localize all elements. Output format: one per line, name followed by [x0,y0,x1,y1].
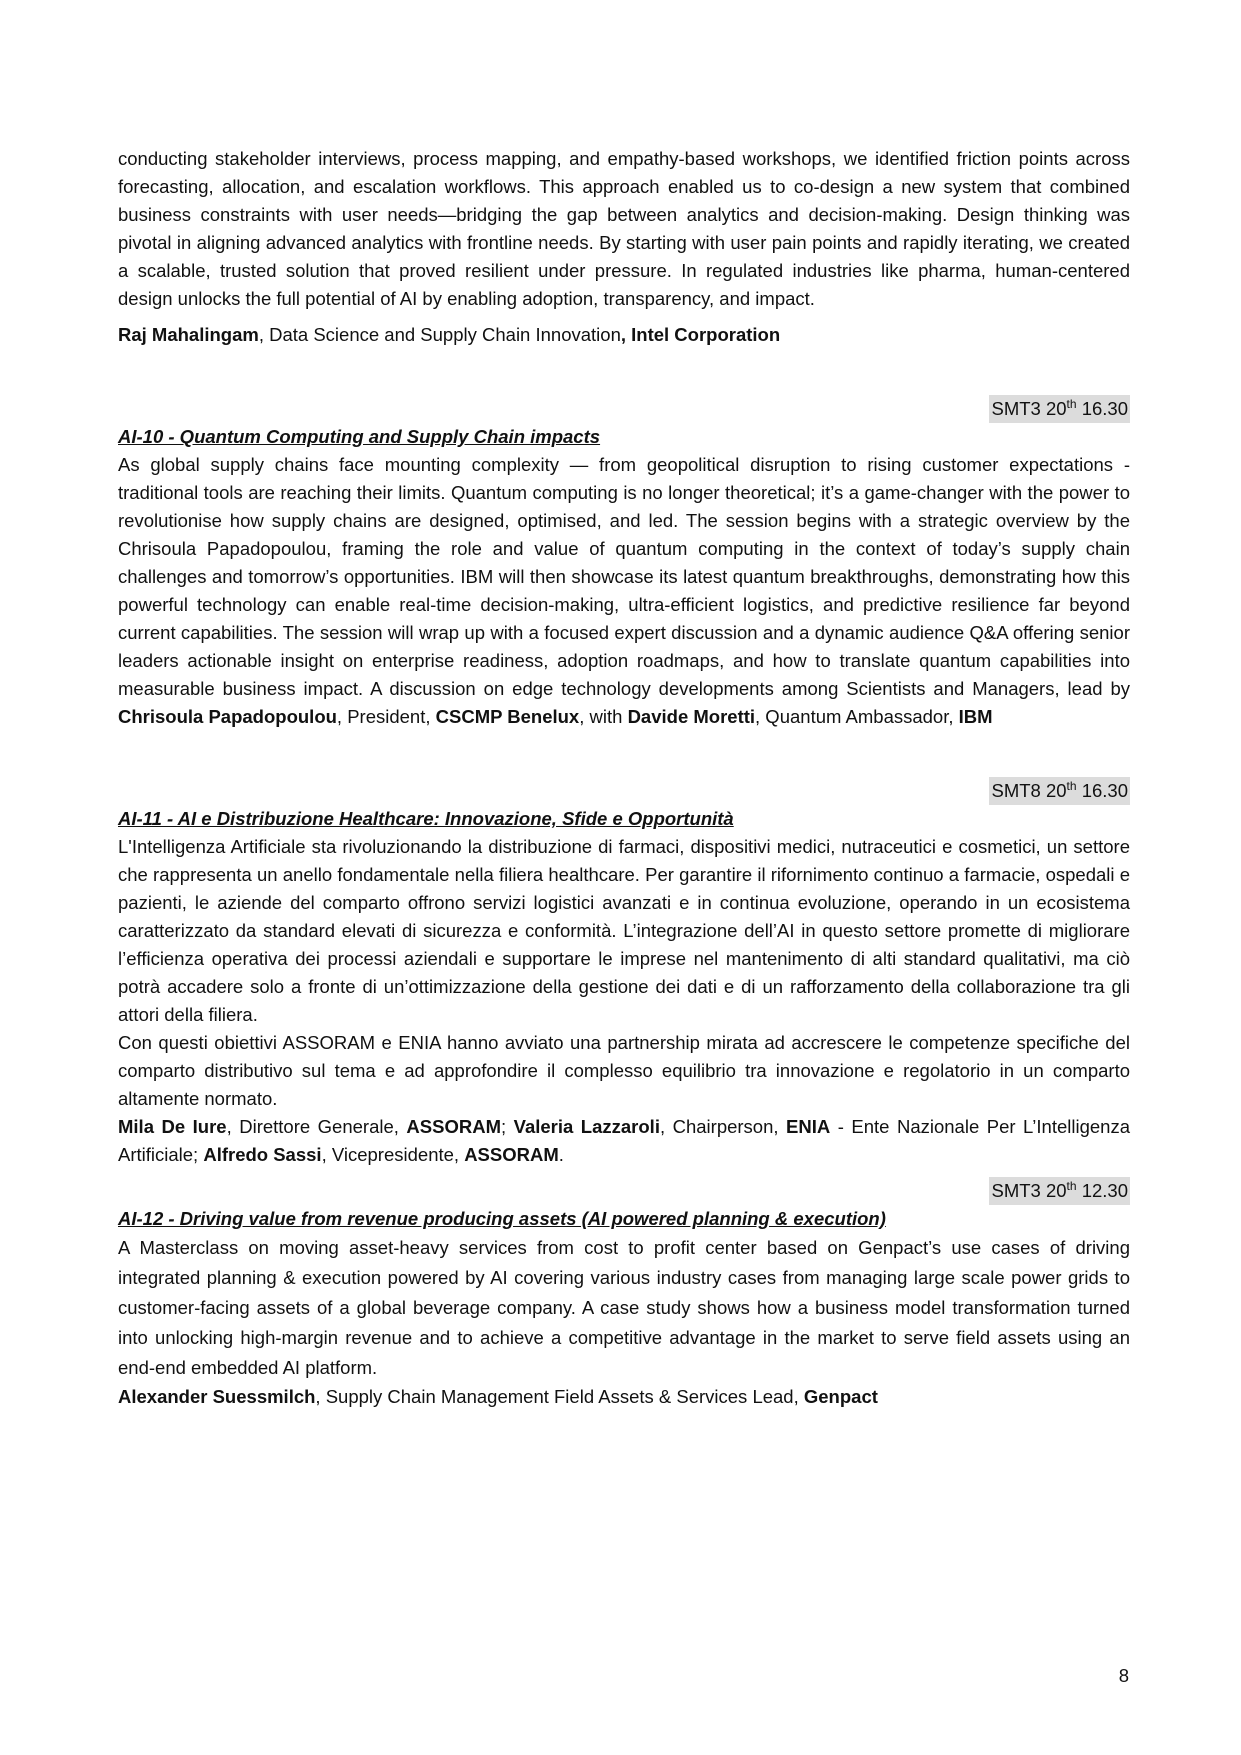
slot-time: 12.30 [1076,1180,1128,1201]
slot-time: 16.30 [1076,780,1128,801]
speaker-org: ASSORAM [406,1116,501,1137]
slot-date-suffix: th [1066,396,1077,411]
session-ai-11 [118,777,1130,1169]
session-slot-badge [989,777,1130,805]
speaker-org-description: - Ente Nazionale Per L’Intelligenza Artificiale; [118,1116,1131,1165]
speaker-role: , Quantum Ambassador, [755,706,959,727]
speaker-end: . [558,1144,564,1165]
slot-date-suffix: th [1066,1178,1077,1193]
session-slot-row [118,1177,1130,1205]
speaker-name: Davide Moretti [627,706,756,727]
slot-time: 16.30 [1076,398,1128,419]
slot-room-date: SMT8 20 [991,780,1067,801]
speaker-name: Alfredo Sassi [203,1144,322,1165]
speaker-role: , Chairperson, [659,1116,787,1137]
speaker-separator: ; [500,1116,514,1137]
session-body: A Masterclass on moving asset-heavy services from cost to profit center based on Genpact’s use cases of driving integrated planning & execution powered by AI covering various industry cases from managing large scale power grids to customer-facing assets of a global beverage company. A case study shows how a business model transformation turned into unlocking high-margin revenue and to achieve a competitive advantage in the market to serve field assets using an end-end embedded AI platform. [118,1237,1130,1378]
speaker-org: CSCMP Benelux [435,706,580,727]
slot-room-date: SMT3 20 [991,1180,1067,1201]
session-ai-12 [118,1177,1130,1411]
author-role: , Data Science and Supply Chain Innovation [258,324,621,345]
session-title: AI-10 - Quantum Computing and Supply Chain impacts [118,426,601,447]
speaker-role: , Direttore Generale, [226,1116,407,1137]
session-slot-row [118,777,1130,805]
document-page [118,145,1130,1411]
speaker-name: Chrisoula Papadopoulou [118,706,337,727]
session-body: L'Intelligenza Artificiale sta rivoluzionando la distribuzione di farmaci, dispositivi medici, nutraceutici e cosmetici, un settore che rappresenta un anello fondamentale nella filiera healthcare. Per garantire il rifornimento continuo a farmacie, ospedali e pazienti, le aziende del comparto offrono servizi logistici avanzati e in continua evoluzione, operando in un ecosistema caratterizzato da standard elevati di sicurezza e conformità. L’integrazione dell’AI in questo settore promette di migliorare l’efficienza operativa dei processi aziendali e supportare le imprese nel mantenimento di alti standard qualitativi, ma ciò potrà accadere solo a fronte di un’ottimizzazione della gestione dei dati e di un rafforzamento della collaborazione tra gli attori della filiera. [118,836,1130,1025]
slot-room-date: SMT3 20 [991,398,1067,419]
speaker-role: , Vicepresidente, [321,1144,465,1165]
session-body [118,451,1130,731]
session-speakers [118,1113,1130,1169]
slot-date-suffix: th [1066,778,1077,793]
speaker-org: ENIA [786,1116,831,1137]
speaker-org: Genpact [803,1386,878,1407]
speaker-separator: , with [579,706,628,727]
speaker-org: ASSORAM [464,1144,559,1165]
intro-author-line [118,321,1130,349]
intro-paragraph: conducting stakeholder interviews, process mapping, and empathy-based workshops, we identified friction points across forecasting, allocation, and escalation workflows. This approach enabled us to co-design a new system that combined business constraints with user needs—bridging the gap between analytics and decision-making. Design thinking was pivotal in aligning advanced analytics with frontline needs. By starting with user pain points and rapidly iterating, we created a scalable, trusted solution that proved resilient under pressure. In regulated industries like pharma, human-centered design unlocks the full potential of AI by enabling adoption, transparency, and impact. [118,148,1130,309]
speaker-name: Alexander Suessmilch [118,1386,316,1407]
session-slot-badge [989,395,1130,423]
speaker-name: Valeria Lazzaroli [513,1116,660,1137]
page-number: 8 [1118,1665,1129,1686]
session-speakers [118,1383,1130,1411]
session-title: AI-11 - AI e Distribuzione Healthcare: Innovazione, Sfide e Opportunità [118,808,734,829]
speaker-role: , President, [336,706,436,727]
session-body-text: As global supply chains face mounting complexity — from geopolitical disruption to rising customer expectations - traditional tools are reaching their limits. Quantum computing is no longer theoretical; it’s a game-changer with the power to revolutionise how supply chains are designed, optimised, and led. The session begins with a strategic overview by the Chrisoula Papadopoulou, framing the role and value of quantum computing in the context of today’s supply chain challenges and tomorrow’s opportunities. IBM will then showcase its latest quantum breakthroughs, demonstrating how this powerful technology can enable real-time decision-making, ultra-efficient logistics, and predictive resilience far beyond current capabilities. The session will wrap up with a focused expert discussion and a dynamic audience Q&A offering senior leaders actionable insight on enterprise readiness, adoption roadmaps, and how to translate quantum capabilities into measurable business impact. A discussion on edge technology developments among Scientists and Managers, lead by [118,454,1130,699]
session-ai-10 [118,395,1130,731]
session-slot-badge [989,1177,1130,1205]
speaker-name: Mila De Iure [118,1116,227,1137]
author-org: , Intel Corporation [620,324,781,345]
speaker-org: IBM [958,706,993,727]
session-title: AI-12 - Driving value from revenue producing assets (AI powered planning & execution) [118,1208,886,1229]
session-body: Con questi obiettivi ASSORAM e ENIA hanno avviato una partnership mirata ad accrescere le competenze specifiche del comparto distributivo sul tema e ad approfondire il complesso equilibrio tra innovazione e regolatorio in un comparto altamente normato. [118,1032,1130,1109]
author-name: Raj Mahalingam [118,324,259,345]
session-slot-row [118,395,1130,423]
speaker-role: , Supply Chain Management Field Assets & Services Lead, [315,1386,804,1407]
